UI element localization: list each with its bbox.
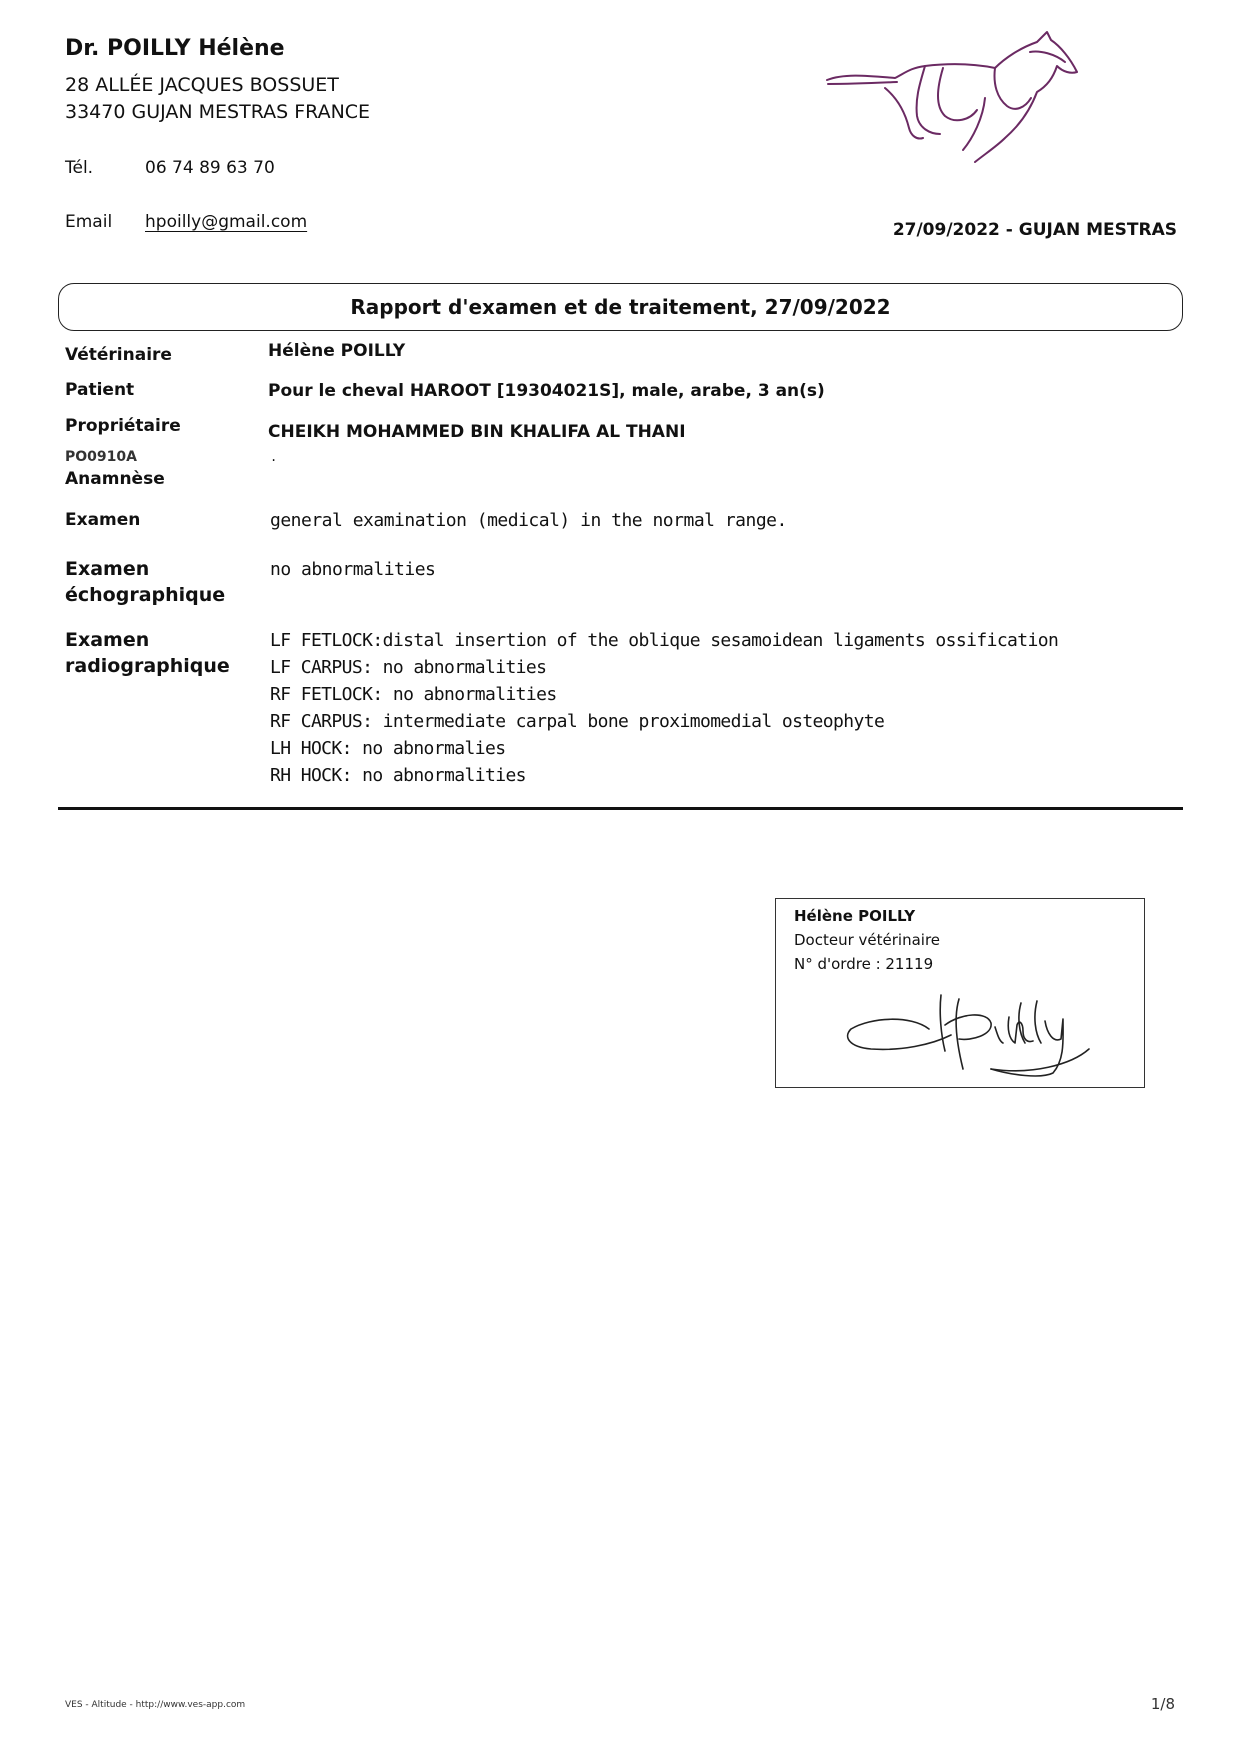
veterinaire-value: Hélène POILLY — [268, 341, 406, 361]
signature-title: Docteur vétérinaire — [794, 931, 941, 949]
section-divider — [58, 807, 1183, 810]
report-title: Rapport d'examen et de traitement, 27/09/2022 — [350, 295, 891, 319]
radio-line: LF FETLOCK:distal insertion of the oblique sesamoidean ligaments ossification — [270, 630, 1059, 651]
examen-label: Examen — [65, 510, 141, 530]
footer-software: VES - Altitude - http://www.ves-app.com — [65, 1700, 246, 1710]
examen-value: general examination (medical) in the normal range. — [270, 510, 787, 531]
email-label: Email — [65, 212, 113, 232]
signature-order-number: N° d'ordre : 21119 — [794, 955, 934, 973]
radio-label: Examen radiographique — [65, 629, 230, 677]
report-title-box — [58, 283, 1183, 331]
proprietaire-value: CHEIKH MOHAMMED BIN KHALIFA AL THANI — [268, 422, 686, 442]
radio-line: LF CARPUS: no abnormalities — [270, 657, 547, 678]
radio-line: RF FETLOCK: no abnormalities — [270, 684, 557, 705]
patient-label: Patient — [65, 380, 135, 400]
veterinaire-label: Vétérinaire — [65, 345, 172, 365]
phone-value: 06 74 89 63 70 — [145, 158, 275, 178]
echo-value: no abnormalities — [270, 559, 436, 580]
handwritten-signature-icon — [841, 989, 1091, 1079]
anamnese-label: Anamnèse — [65, 469, 165, 489]
signature-name: Hélène POILLY — [794, 907, 916, 925]
radio-line: RF CARPUS: intermediate carpal bone proximomedial osteophyte — [270, 711, 885, 732]
email-link[interactable]: hpoilly@gmail.com — [145, 212, 308, 232]
doctor-name: Dr. POILLY Hélène — [65, 36, 285, 61]
page-number: 1/8 — [1150, 1695, 1175, 1713]
owner-code: PO0910A — [65, 449, 137, 465]
echo-label: Examen échographique — [65, 558, 226, 606]
running-horse-logo-icon — [825, 28, 1090, 168]
date-place: 27/09/2022 - GUJAN MESTRAS — [892, 220, 1177, 240]
radio-line: LH HOCK: no abnormalies — [270, 738, 506, 759]
proprietaire-label: Propriétaire — [65, 416, 181, 436]
signature-box — [775, 898, 1145, 1088]
address-line-2: 33470 GUJAN MESTRAS FRANCE — [65, 101, 371, 123]
phone-label: Tél. — [65, 158, 94, 178]
radio-line: RH HOCK: no abnormalities — [270, 765, 526, 786]
address-line-1: 28 ALLÉE JACQUES BOSSUET — [65, 74, 339, 96]
patient-value: Pour le cheval HAROOT [19304021S], male, arabe, 3 an(s) — [268, 381, 825, 401]
anamnese-value: . — [270, 450, 277, 464]
